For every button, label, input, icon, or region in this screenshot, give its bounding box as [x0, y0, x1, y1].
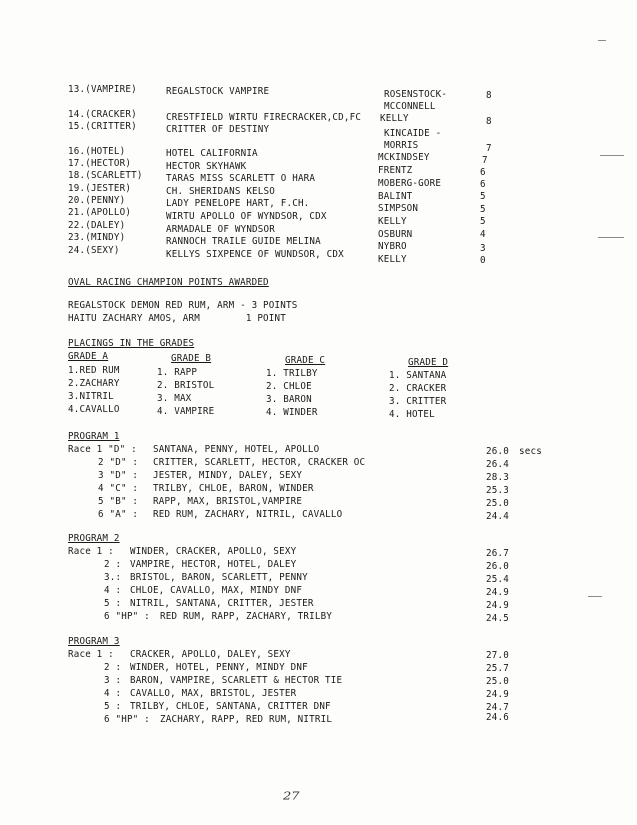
entry-kennel: 17.(HECTOR) [68, 158, 132, 169]
race-time: 24.5 [486, 613, 509, 624]
race-label: 4 "C" : [98, 483, 139, 494]
race-label: 5 : [104, 701, 122, 712]
entry-owner: KELLY [380, 113, 409, 124]
race-label: Race 1 : [68, 546, 114, 557]
entry-name: RANNOCH TRAILE GUIDE MELINA [166, 236, 321, 247]
grade-title: GRADE C [285, 355, 326, 366]
race-result: CRACKER, APOLLO, DALEY, SEXY [130, 649, 291, 660]
page-number: 27 [283, 790, 300, 803]
race-label: 6 "A" : [98, 509, 139, 520]
entry-owner: MCKINDSEY [378, 152, 430, 163]
race-time: 24.9 [486, 689, 509, 700]
entry-owner: KELLY [378, 254, 407, 265]
race-time: 24.6 [486, 712, 509, 723]
entry-points: 3 [480, 243, 486, 254]
race-label: Race 1 "D" : [68, 444, 137, 455]
entry-owner: FRENTZ [378, 165, 413, 176]
grade-item: 4. VAMPIRE [157, 406, 215, 417]
race-result: WINDER, HOTEL, PENNY, MINDY DNF [130, 662, 308, 673]
race-time: 24.4 [486, 511, 509, 522]
race-result: BRISTOL, BARON, SCARLETT, PENNY [130, 572, 308, 583]
race-time: 25.7 [486, 663, 509, 674]
scan-mark [598, 40, 606, 41]
race-time-unit: secs [519, 446, 542, 457]
entry-name: REGALSTOCK VAMPIRE [166, 86, 270, 97]
race-result: TRILBY, CHLOE, SANTANA, CRITTER DNF [130, 701, 331, 712]
race-label: 6 "HP" : [104, 611, 150, 622]
race-time: 25.4 [486, 574, 509, 585]
race-label: 3.: [104, 572, 122, 583]
oval-line: REGALSTOCK DEMON RED RUM, ARM - 3 POINTS [68, 300, 298, 311]
entry-owner: ROSENSTOCK- [384, 89, 448, 100]
entry-points: 7 [486, 143, 492, 154]
entry-owner: KELLY [378, 216, 407, 227]
race-time: 25.0 [486, 498, 509, 509]
race-label: 6 "HP" : [104, 714, 150, 725]
race-time: 26.0 [486, 446, 509, 457]
program-title: PROGRAM 2 [68, 533, 120, 544]
race-result: TRILBY, CHLOE, BARON, WINDER [153, 483, 314, 494]
grade-item: 3.NITRIL [68, 391, 114, 402]
entry-name: HECTOR SKYHAWK [166, 161, 247, 172]
entry-owner-line2: MORRIS [384, 140, 419, 151]
entry-name: ARMADALE OF WYNDSOR [166, 224, 276, 235]
entry-points: 0 [480, 255, 486, 266]
grade-item: 1. RAPP [157, 367, 198, 378]
race-time: 27.0 [486, 650, 509, 661]
race-time: 26.7 [486, 548, 509, 559]
entry-name: CRITTER OF DESTINY [166, 124, 270, 135]
grade-item: 1.RED RUM [68, 365, 120, 376]
race-time: 26.0 [486, 561, 509, 572]
entry-owner: NYBRO [378, 241, 407, 252]
race-label: 5 : [104, 598, 122, 609]
entry-points: 5 [480, 216, 486, 227]
grade-item: 2.ZACHARY [68, 378, 120, 389]
grade-item: 2. CRACKER [389, 383, 447, 394]
race-time: 28.3 [486, 472, 509, 483]
entry-kennel: 15.(CRITTER) [68, 121, 137, 132]
entry-name: KELLYS SIXPENCE OF WUNDSOR, CDX [166, 249, 344, 260]
race-result: CRITTER, SCARLETT, HECTOR, CRACKER OC [153, 457, 366, 468]
race-time: 26.4 [486, 459, 509, 470]
entry-owner: SIMPSON [378, 203, 419, 214]
entry-name: TARAS MISS SCARLETT O HARA [166, 173, 316, 184]
race-label: 5 "B" : [98, 496, 139, 507]
race-time: 24.9 [486, 587, 509, 598]
entry-points: 4 [480, 229, 486, 240]
grade-title: GRADE A [68, 351, 109, 362]
entry-points: 5 [480, 204, 486, 215]
race-label: Race 1 : [68, 649, 114, 660]
entry-name: WIRTU APOLLO OF WYNDSOR, CDX [166, 211, 327, 222]
entry-kennel: 22.(DALEY) [68, 220, 126, 231]
race-result: BARON, VAMPIRE, SCARLETT & HECTOR TIE [130, 675, 343, 686]
grade-item: 3. BARON [266, 394, 312, 405]
race-result: RAPP, MAX, BRISTOL,VAMPIRE [153, 496, 303, 507]
entry-kennel: 21.(APOLLO) [68, 207, 132, 218]
entry-points: 6 [480, 167, 486, 178]
grade-item: 2. BRISTOL [157, 380, 215, 391]
race-time: 25.3 [486, 485, 509, 496]
scan-mark [588, 596, 602, 597]
entry-points: 6 [480, 179, 486, 190]
entry-kennel: 13.(VAMPIRE) [68, 84, 137, 95]
race-result: CHLOE, CAVALLO, MAX, MINDY DNF [130, 585, 303, 596]
race-label: 2 : [104, 662, 122, 673]
entry-owner: BALINT [378, 191, 413, 202]
race-time: 24.7 [486, 702, 509, 713]
race-result: RED RUM, ZACHARY, NITRIL, CAVALLO [153, 509, 343, 520]
race-result: RED RUM, RAPP, ZACHARY, TRILBY [160, 611, 333, 622]
grade-item: 1. SANTANA [389, 370, 447, 381]
section-heading: OVAL RACING CHAMPION POINTS AWARDED [68, 277, 269, 288]
entry-points: 8 [486, 116, 492, 127]
race-label: 4 : [104, 688, 122, 699]
entry-kennel: 20.(PENNY) [68, 195, 126, 206]
race-label: 3 : [104, 675, 122, 686]
race-result: JESTER, MINDY, DALEY, SEXY [153, 470, 303, 481]
entry-kennel: 16.(HOTEL) [68, 146, 126, 157]
entry-name: CH. SHERIDANS KELSO [166, 186, 276, 197]
entry-points: 8 [486, 90, 492, 101]
race-result: WINDER, CRACKER, APOLLO, SEXY [130, 546, 297, 557]
race-label: 2 : [104, 559, 122, 570]
section-heading: PLACINGS IN THE GRADES [68, 338, 195, 349]
grade-item: 1. TRILBY [266, 368, 318, 379]
race-time: 24.9 [486, 600, 509, 611]
grade-item: 4. WINDER [266, 407, 318, 418]
scan-mark [598, 237, 624, 238]
entry-kennel: 24.(SEXY) [68, 245, 120, 256]
entry-points: 5 [480, 191, 486, 202]
grade-item: 4. HOTEL [389, 409, 435, 420]
entry-owner: KINCAIDE - [384, 128, 442, 139]
grade-item: 3. CRITTER [389, 396, 447, 407]
scan-mark [600, 155, 624, 156]
entry-points: 7 [482, 155, 488, 166]
grade-item: 4.CAVALLO [68, 404, 120, 415]
entry-name: HOTEL CALIFORNIA [166, 148, 258, 159]
grade-title: GRADE B [171, 353, 212, 364]
entry-kennel: 18.(SCARLETT) [68, 170, 143, 181]
race-result: VAMPIRE, HECTOR, HOTEL, DALEY [130, 559, 297, 570]
race-label: 3 "D" : [98, 470, 139, 481]
race-label: 2 "D" : [98, 457, 139, 468]
race-label: 4 : [104, 585, 122, 596]
program-title: PROGRAM 3 [68, 636, 120, 647]
race-result: SANTANA, PENNY, HOTEL, APOLLO [153, 444, 320, 455]
program-title: PROGRAM 1 [68, 431, 120, 442]
grade-title: GRADE D [408, 357, 449, 368]
entry-name: CRESTFIELD WIRTU FIRECRACKER,CD,FC [166, 112, 362, 123]
entry-owner: MOBERG-GORE [378, 178, 442, 189]
entry-name: LADY PENELOPE HART, F.CH. [166, 198, 310, 209]
entry-kennel: 23.(MINDY) [68, 232, 126, 243]
entry-kennel: 14.(CRACKER) [68, 109, 137, 120]
entry-owner: OSBURN [378, 229, 413, 240]
entry-owner-line2: MCCONNELL [384, 101, 436, 112]
race-result: ZACHARY, RAPP, RED RUM, NITRIL [160, 714, 333, 725]
race-time: 25.0 [486, 676, 509, 687]
race-result: NITRIL, SANTANA, CRITTER, JESTER [130, 598, 314, 609]
grade-item: 2. CHLOE [266, 381, 312, 392]
race-result: CAVALLO, MAX, BRISTOL, JESTER [130, 688, 297, 699]
oval-line: HAITU ZACHARY AMOS, ARM 1 POINT [68, 313, 287, 324]
entry-kennel: 19.(JESTER) [68, 183, 132, 194]
grade-item: 3. MAX [157, 393, 192, 404]
